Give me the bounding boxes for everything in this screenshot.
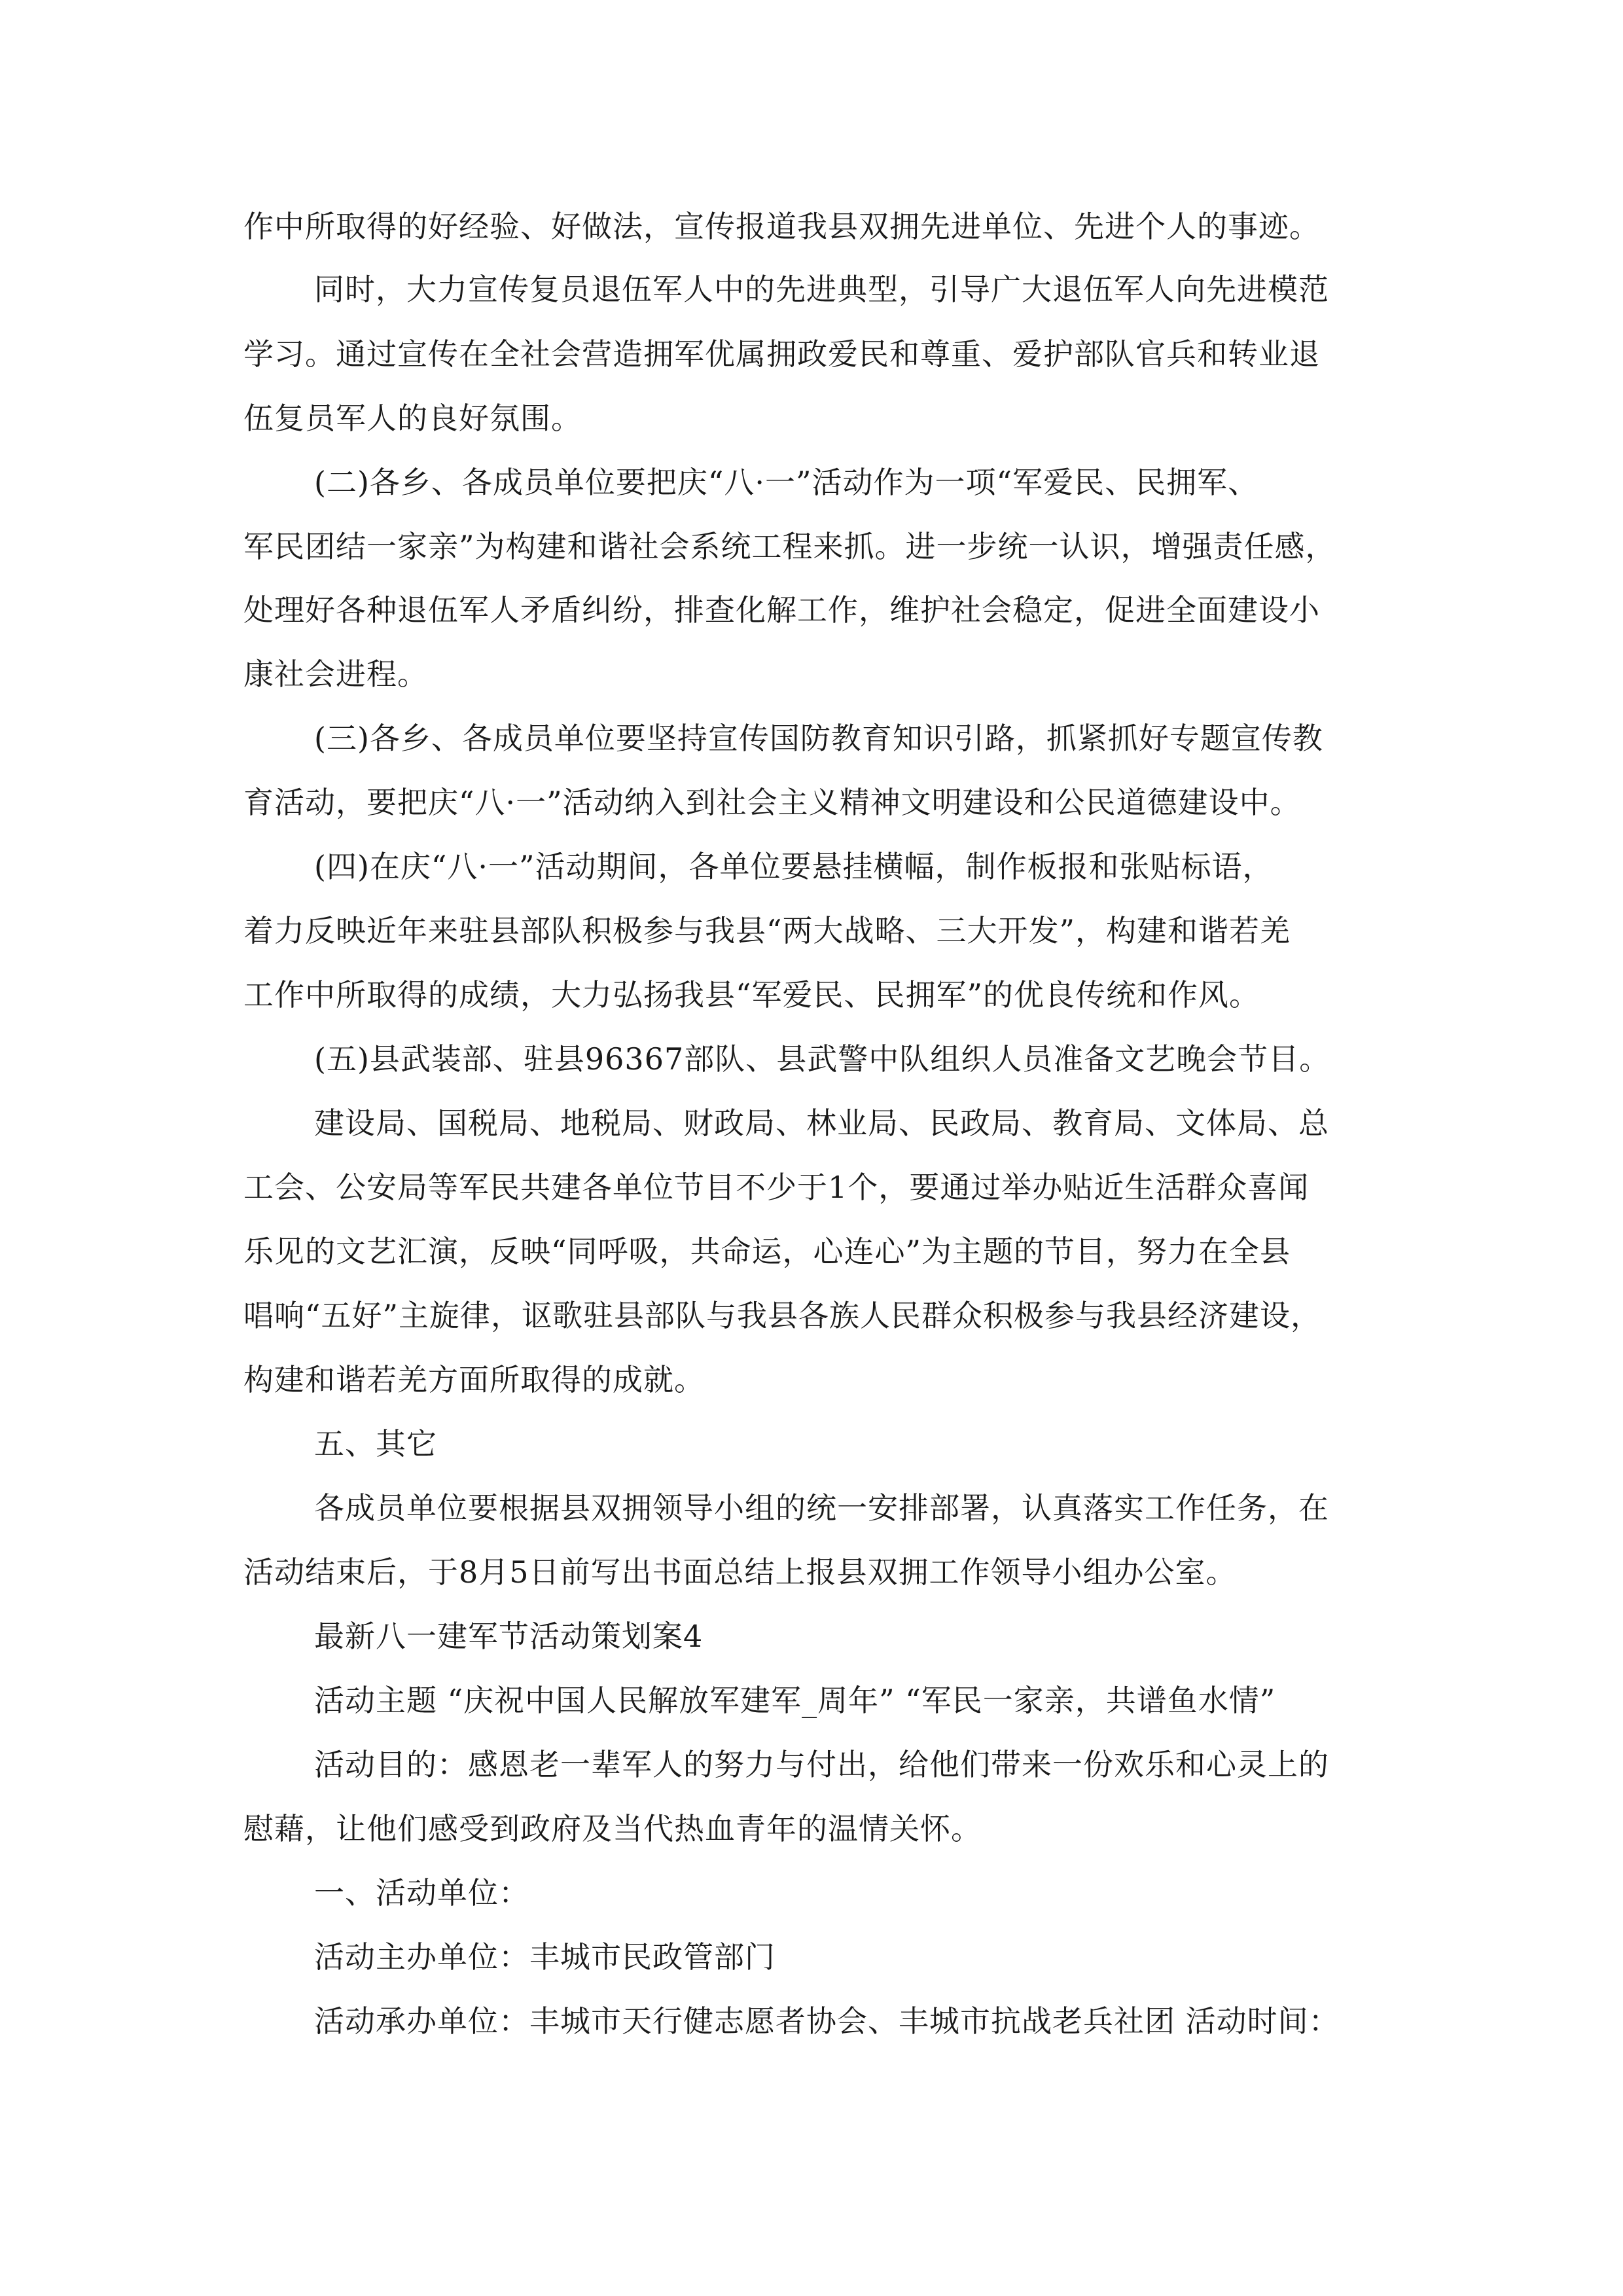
paragraph-line: (五)县武装部、驻县96367部队、县武警中队组织人员准备文艺晚会节目。 bbox=[314, 1041, 1330, 1077]
paragraph-line: 构建和谐若羌方面所取得的成就。 bbox=[243, 1362, 705, 1397]
paragraph-line: 着力反映近年来驻县部队积极参与我县“两大战略、三大开发”，构建和谐若羌 bbox=[243, 913, 1291, 948]
paragraph-line: 活动目的：感恩老一辈军人的努力与付出，给他们带来一份欢乐和心灵上的 bbox=[314, 1747, 1329, 1782]
paragraph-line: 军民团结一家亲”为构建和谐社会系统工程来抓。进一步统一认识，增强责任感， bbox=[243, 529, 1336, 564]
paragraph-line: (二)各乡、各成员单位要把庆“八·一”活动作为一项“军爱民、民拥军、 bbox=[314, 465, 1259, 500]
paragraph-line: 活动承办单位：丰城市天行健志愿者协会、丰城市抗战老兵社团 活动时间： bbox=[314, 2003, 1340, 2039]
paragraph-line: 各成员单位要根据县双拥领导小组的统一安排部署，认真落实工作任务，在 bbox=[314, 1490, 1329, 1526]
paragraph-line: 活动主办单位：丰城市民政管部门 bbox=[314, 1939, 776, 1975]
paragraph-line: 慰藉，让他们感受到政府及当代热血青年的温情关怀。 bbox=[243, 1811, 982, 1846]
paragraph-line: 活动结束后，于8月5日前写出书面总结上报县双拥工作领导小组办公室。 bbox=[243, 1554, 1237, 1590]
paragraph-line: 作中所取得的好经验、好做法，宣传报道我县双拥先进单位、先进个人的事迹。 bbox=[243, 209, 1320, 244]
paragraph-line: 活动主题 “庆祝中国人民解放军建军_周年” “军民一家亲，共谱鱼水情” bbox=[314, 1683, 1276, 1718]
section-heading: 一、活动单位： bbox=[314, 1875, 529, 1910]
section-heading: 五、其它 bbox=[314, 1426, 437, 1462]
paragraph-line: 学习。通过宣传在全社会营造拥军优属拥政爱民和尊重、爱护部队官兵和转业退 bbox=[243, 336, 1320, 372]
paragraph-line: 工会、公安局等军民共建各单位节目不少于1个，要通过举办贴近生活群众喜闻 bbox=[243, 1170, 1310, 1205]
paragraph-line: 乐见的文艺汇演，反映“同呼吸，共命运，心连心”为主题的节目，努力在全县 bbox=[243, 1234, 1291, 1269]
paragraph-line: (四)在庆“八·一”活动期间，各单位要悬挂横幅，制作板报和张贴标语， bbox=[314, 849, 1274, 884]
paragraph-line: (三)各乡、各成员单位要坚持宣传国防教育知识引路，抓紧抓好专题宣传教 bbox=[314, 721, 1323, 756]
paragraph-line: 建设局、国税局、地税局、财政局、林业局、民政局、教育局、文体局、总 bbox=[314, 1105, 1329, 1141]
paragraph-line: 工作中所取得的成绩，大力弘扬我县“军爱民、民拥军”的优良传统和作风。 bbox=[243, 977, 1260, 1013]
paragraph-line: 育活动，要把庆“八·一”活动纳入到社会主义精神文明建设和公民道德建设中。 bbox=[243, 785, 1301, 820]
paragraph-line: 康社会进程。 bbox=[243, 656, 428, 692]
paragraph-line: 唱响“五好”主旋律，讴歌驻县部队与我县各族人民群众积极参与我县经济建设， bbox=[243, 1298, 1322, 1333]
paragraph-line: 同时，大力宣传复员退伍军人中的先进典型，引导广大退伍军人向先进模范 bbox=[314, 272, 1329, 307]
paragraph-line: 伍复员军人的良好氛围。 bbox=[243, 401, 582, 436]
section-heading: 最新八一建军节活动策划案4 bbox=[314, 1619, 704, 1654]
paragraph-line: 处理好各种退伍军人矛盾纠纷，排查化解工作，维护社会稳定，促进全面建设小 bbox=[243, 592, 1320, 628]
